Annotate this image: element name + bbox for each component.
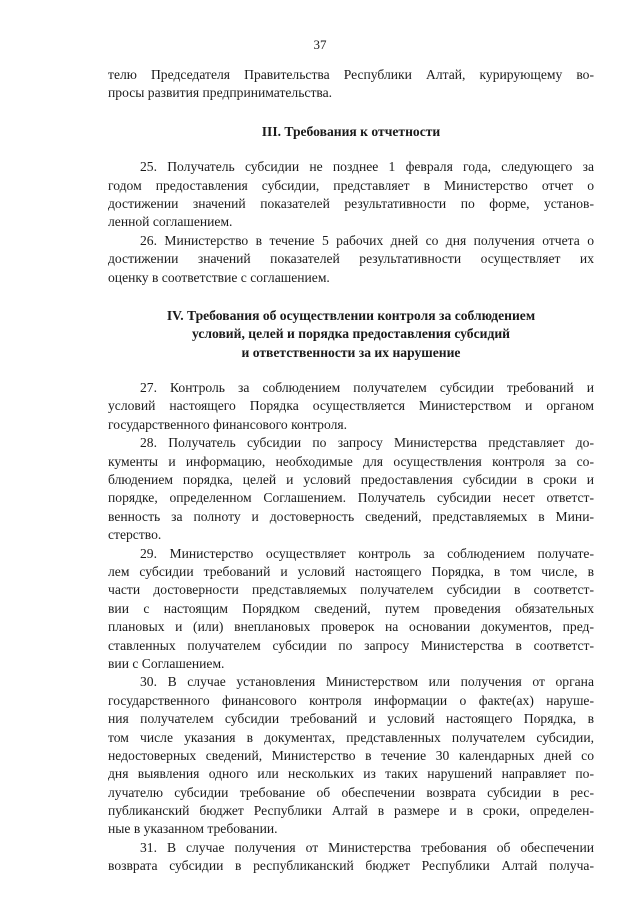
heading-line: условий, целей и порядка предоставления субсидий xyxy=(191,326,511,342)
heading-line: и ответственности за их нарушение xyxy=(241,344,461,360)
text-line: оценку в соответствие с соглашением. xyxy=(108,269,330,285)
text-line: достижении значений показателей результативности осуществляет их xyxy=(108,251,594,267)
text-line: 26. Министерство в течение 5 рабочих дней со дня получения отчета о xyxy=(140,232,594,248)
text-line: 28. Получатель субсидии по запросу Министерства представляет до- xyxy=(140,435,594,451)
text-line: просы развития предпринимательства. xyxy=(108,85,333,101)
text-line: 25. Получатель субсидии не позднее 1 февраля года, следующего за xyxy=(140,159,594,175)
text-line: 30. В случае установления Министерством или получения от органа xyxy=(140,674,594,690)
text-line: 31. В случае получения от Министерства требования об обеспечении xyxy=(140,839,594,855)
text-line: вии с Соглашением. xyxy=(108,655,225,671)
text-line: дня выявления одного или нескольких из таких нарушений направляет по- xyxy=(108,766,594,782)
text-line: достижении значений показателей результативности по форме, установ- xyxy=(108,195,594,211)
text-line: вии с настоящим Порядком сведений, путем проведения обязательных xyxy=(108,600,594,616)
paragraph-continuation xyxy=(108,66,594,103)
text-line: ные в указанном требовании. xyxy=(108,821,278,837)
text-line: годом предоставления субсидии, представляет в Министерство отчет о xyxy=(108,177,594,193)
text-line: венность за полноту и достоверность сведений, представляемых в Мини- xyxy=(108,508,594,524)
text-line: ния получателем субсидии требований и условий настоящего Порядка, в xyxy=(108,711,594,727)
text-line: государственного финансового контроля информации о факте(ах) наруше- xyxy=(108,692,594,708)
paragraph-31 xyxy=(108,839,594,876)
text-line: блюдением порядка, целей и условий предоставления субсидии в сроки и xyxy=(108,472,594,488)
section-heading-iv xyxy=(108,307,594,362)
text-line: стерство. xyxy=(108,527,162,543)
text-line: 27. Контроль за соблюдением получателем субсидии требований и xyxy=(140,380,594,396)
text-line: том числе указания в документах, представленных получателем субсидии, xyxy=(108,729,594,745)
text-line: условий настоящего Порядка осуществляется Министерством и органом xyxy=(108,398,594,414)
section-heading-iii: III. Требования к отчетности xyxy=(261,123,441,139)
text-line: плановых и (или) внеплановых проверок на основании документов, пред- xyxy=(108,619,594,635)
text-line: государственного финансового контроля. xyxy=(108,416,348,432)
text-line: кументы и информацию, необходимые для осуществления контроля за со- xyxy=(108,453,594,469)
paragraph-30 xyxy=(108,673,594,839)
text-line: недостоверных сведений, Министерство в течение 30 календарных дней со xyxy=(108,747,594,763)
paragraph-28 xyxy=(108,434,594,544)
text-line: ставленных получателем субсидии по запросу Министерства в соответст- xyxy=(108,637,594,653)
text-line: ленной соглашением. xyxy=(108,214,233,230)
text-line: лем субсидии требований и условий настоящего Порядка, в том числе, в xyxy=(108,563,594,579)
paragraph-29 xyxy=(108,545,594,674)
text-line: порядке, определенном Соглашением. Получатель субсидии несет ответст- xyxy=(108,490,594,506)
paragraph-27 xyxy=(108,379,594,434)
text-line: возврата субсидии в республиканский бюджет Республики Алтай получа- xyxy=(108,858,594,874)
text-line: лучателю субсидии требование об обеспечении возврата субсидии в рес- xyxy=(108,784,594,800)
text-line: публиканский бюджет Республики Алтай в размере и в сроки, определен- xyxy=(108,803,594,819)
heading-line: IV. Требования об осуществлении контроля за соблюдением xyxy=(166,307,536,323)
paragraph-25 xyxy=(108,158,594,232)
page-number: 37 xyxy=(313,37,327,52)
document-body xyxy=(108,66,594,876)
text-line: 29. Министерство осуществляет контроль за соблюдением получате- xyxy=(140,545,594,561)
paragraph-26 xyxy=(108,232,594,287)
text-line: части достоверности представляемых получателем субсидии в соответст- xyxy=(108,582,594,598)
text-line: телю Председателя Правительства Республики Алтай, курирующему во- xyxy=(108,67,594,82)
